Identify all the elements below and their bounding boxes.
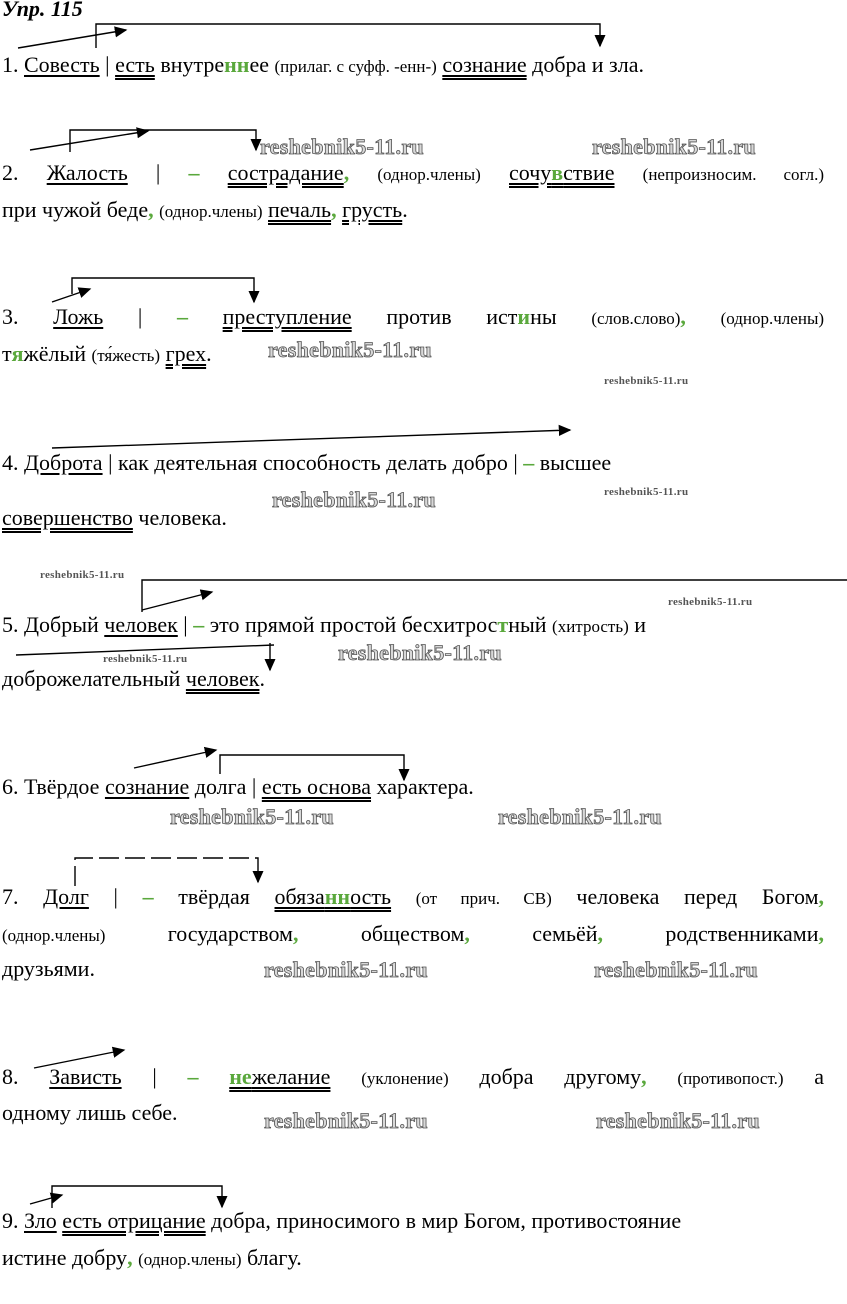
note: (слов.слово) <box>591 309 681 328</box>
watermark-text: reshebnik5-11.ru <box>594 957 758 982</box>
sentence-9: 9. Зло есть отрицание добра, приносимого в мир Богом, противостояние <box>2 1208 682 1233</box>
watermark-text: reshebnik5-11.ru <box>604 486 689 498</box>
watermark-text: reshebnik5-11.ru <box>604 375 689 387</box>
note: (хитрость) <box>552 617 629 636</box>
note: (уклонение) <box>361 1069 449 1088</box>
sentence-number: 4. <box>2 450 24 475</box>
watermark-text: reshebnik5-11.ru <box>498 804 662 829</box>
subject: Жалость <box>46 160 128 185</box>
predicate: обязанность <box>274 884 392 909</box>
sentence-8: 8. Зависть | – нежелание (уклонение) добра другому, (противопост.) а <box>2 1064 825 1089</box>
exercise-title: Упр. 115 <box>2 0 83 21</box>
sentence-7-line-2: (однор.члены) государством, обществом, семьёй, родственниками, <box>2 921 824 946</box>
sentence-4: 4. Доброта | как деятельная способность делать добро | – высшее <box>2 450 612 475</box>
note: (однор.члены) <box>2 926 106 945</box>
sentence-3: 3. Ложь | – преступление против истины (слов.слово), (однор.члены) <box>2 304 825 329</box>
sentence-7-line-3: друзьями. <box>2 956 95 981</box>
subject: Долг <box>43 884 89 909</box>
watermark-text: reshebnik5-11.ru <box>103 653 188 665</box>
sentence-1: 1. Совесть | есть внутреннее (прилаг. с суфф. -енн-) сознание добра и зла. <box>2 52 644 77</box>
sentence-2-line-2: при чужой беде, (однор.члены) печаль, грусть. <box>2 197 408 222</box>
subject: Совесть <box>24 52 100 77</box>
predicate: совершенство <box>2 505 133 530</box>
sentence-2: 2. Жалость | – сострадание, (однор.члены) сочувствие (непроизносим. согл.) <box>2 160 825 185</box>
predicate: преступление <box>222 304 352 329</box>
predicate: печаль <box>268 197 332 222</box>
subject: Ложь <box>53 304 104 329</box>
watermark-text: reshebnik5-11.ru <box>596 1108 760 1133</box>
note: (однор.члены) <box>159 202 263 221</box>
sentence-4-line-2: совершенство человека. <box>2 505 227 530</box>
subject: сознание <box>104 774 190 799</box>
watermark-text: reshebnik5-11.ru <box>272 487 436 512</box>
watermark-text: reshebnik5-11.ru <box>338 640 502 665</box>
sentence-5-line-2: доброжелательный человек. <box>2 666 265 691</box>
note: (однор.члены) <box>720 309 825 328</box>
sentence-3-line-2: тяжёлый (тя́жесть) грех. <box>2 341 212 366</box>
watermark-text: reshebnik5-11.ru <box>260 134 424 159</box>
watermark-text: reshebnik5-11.ru <box>264 957 428 982</box>
sentence-9-line-2: истине добру, (однор.члены) благу. <box>2 1245 302 1270</box>
predicate: грех <box>165 341 207 366</box>
predicate: грусть <box>342 197 403 222</box>
predicate: есть основа <box>261 774 372 799</box>
subject: человек <box>104 612 178 637</box>
subject: Доброта <box>24 450 103 475</box>
watermark-text: reshebnik5-11.ru <box>264 1108 428 1133</box>
predicate: человек <box>185 666 260 691</box>
note: (противопост.) <box>677 1069 784 1088</box>
note: (непроизносим. согл.) <box>642 165 825 184</box>
predicate: сознание <box>442 52 527 77</box>
note: (прилаг. с суфф. -енн-) <box>274 57 437 76</box>
watermark-text: reshebnik5-11.ru <box>170 804 334 829</box>
note: (однор.члены) <box>377 165 481 184</box>
watermark-text: reshebnik5-11.ru <box>40 569 125 581</box>
predicate: сочувствие <box>509 160 615 185</box>
subject: Зло <box>24 1208 57 1233</box>
predicate: есть отрицание <box>62 1208 206 1233</box>
sentence-7: 7. Долг | – твёрдая обязанность (от прич. СВ) человека перед Богом, <box>2 884 825 909</box>
watermark-text: reshebnik5-11.ru <box>268 337 432 362</box>
watermark-text: reshebnik5-11.ru <box>592 134 756 159</box>
sentence-6: 6. Твёрдое сознание долга | есть основа характера. <box>2 774 474 799</box>
sentence-5: 5. Добрый человек | – это прямой простой бесхитростный (хитрость) и <box>2 612 647 637</box>
note: (от прич. СВ) <box>415 889 552 908</box>
sentence-8-line-2: одному лишь себе. <box>2 1100 178 1125</box>
predicate: нежелание <box>229 1064 331 1089</box>
note: (однор.члены) <box>138 1250 242 1269</box>
watermark-text: reshebnik5-11.ru <box>668 596 753 608</box>
predicate: есть <box>115 52 155 77</box>
predicate: сострадание <box>227 160 344 185</box>
subject: Зависть <box>49 1064 122 1089</box>
note: (тя́жесть) <box>91 346 161 365</box>
